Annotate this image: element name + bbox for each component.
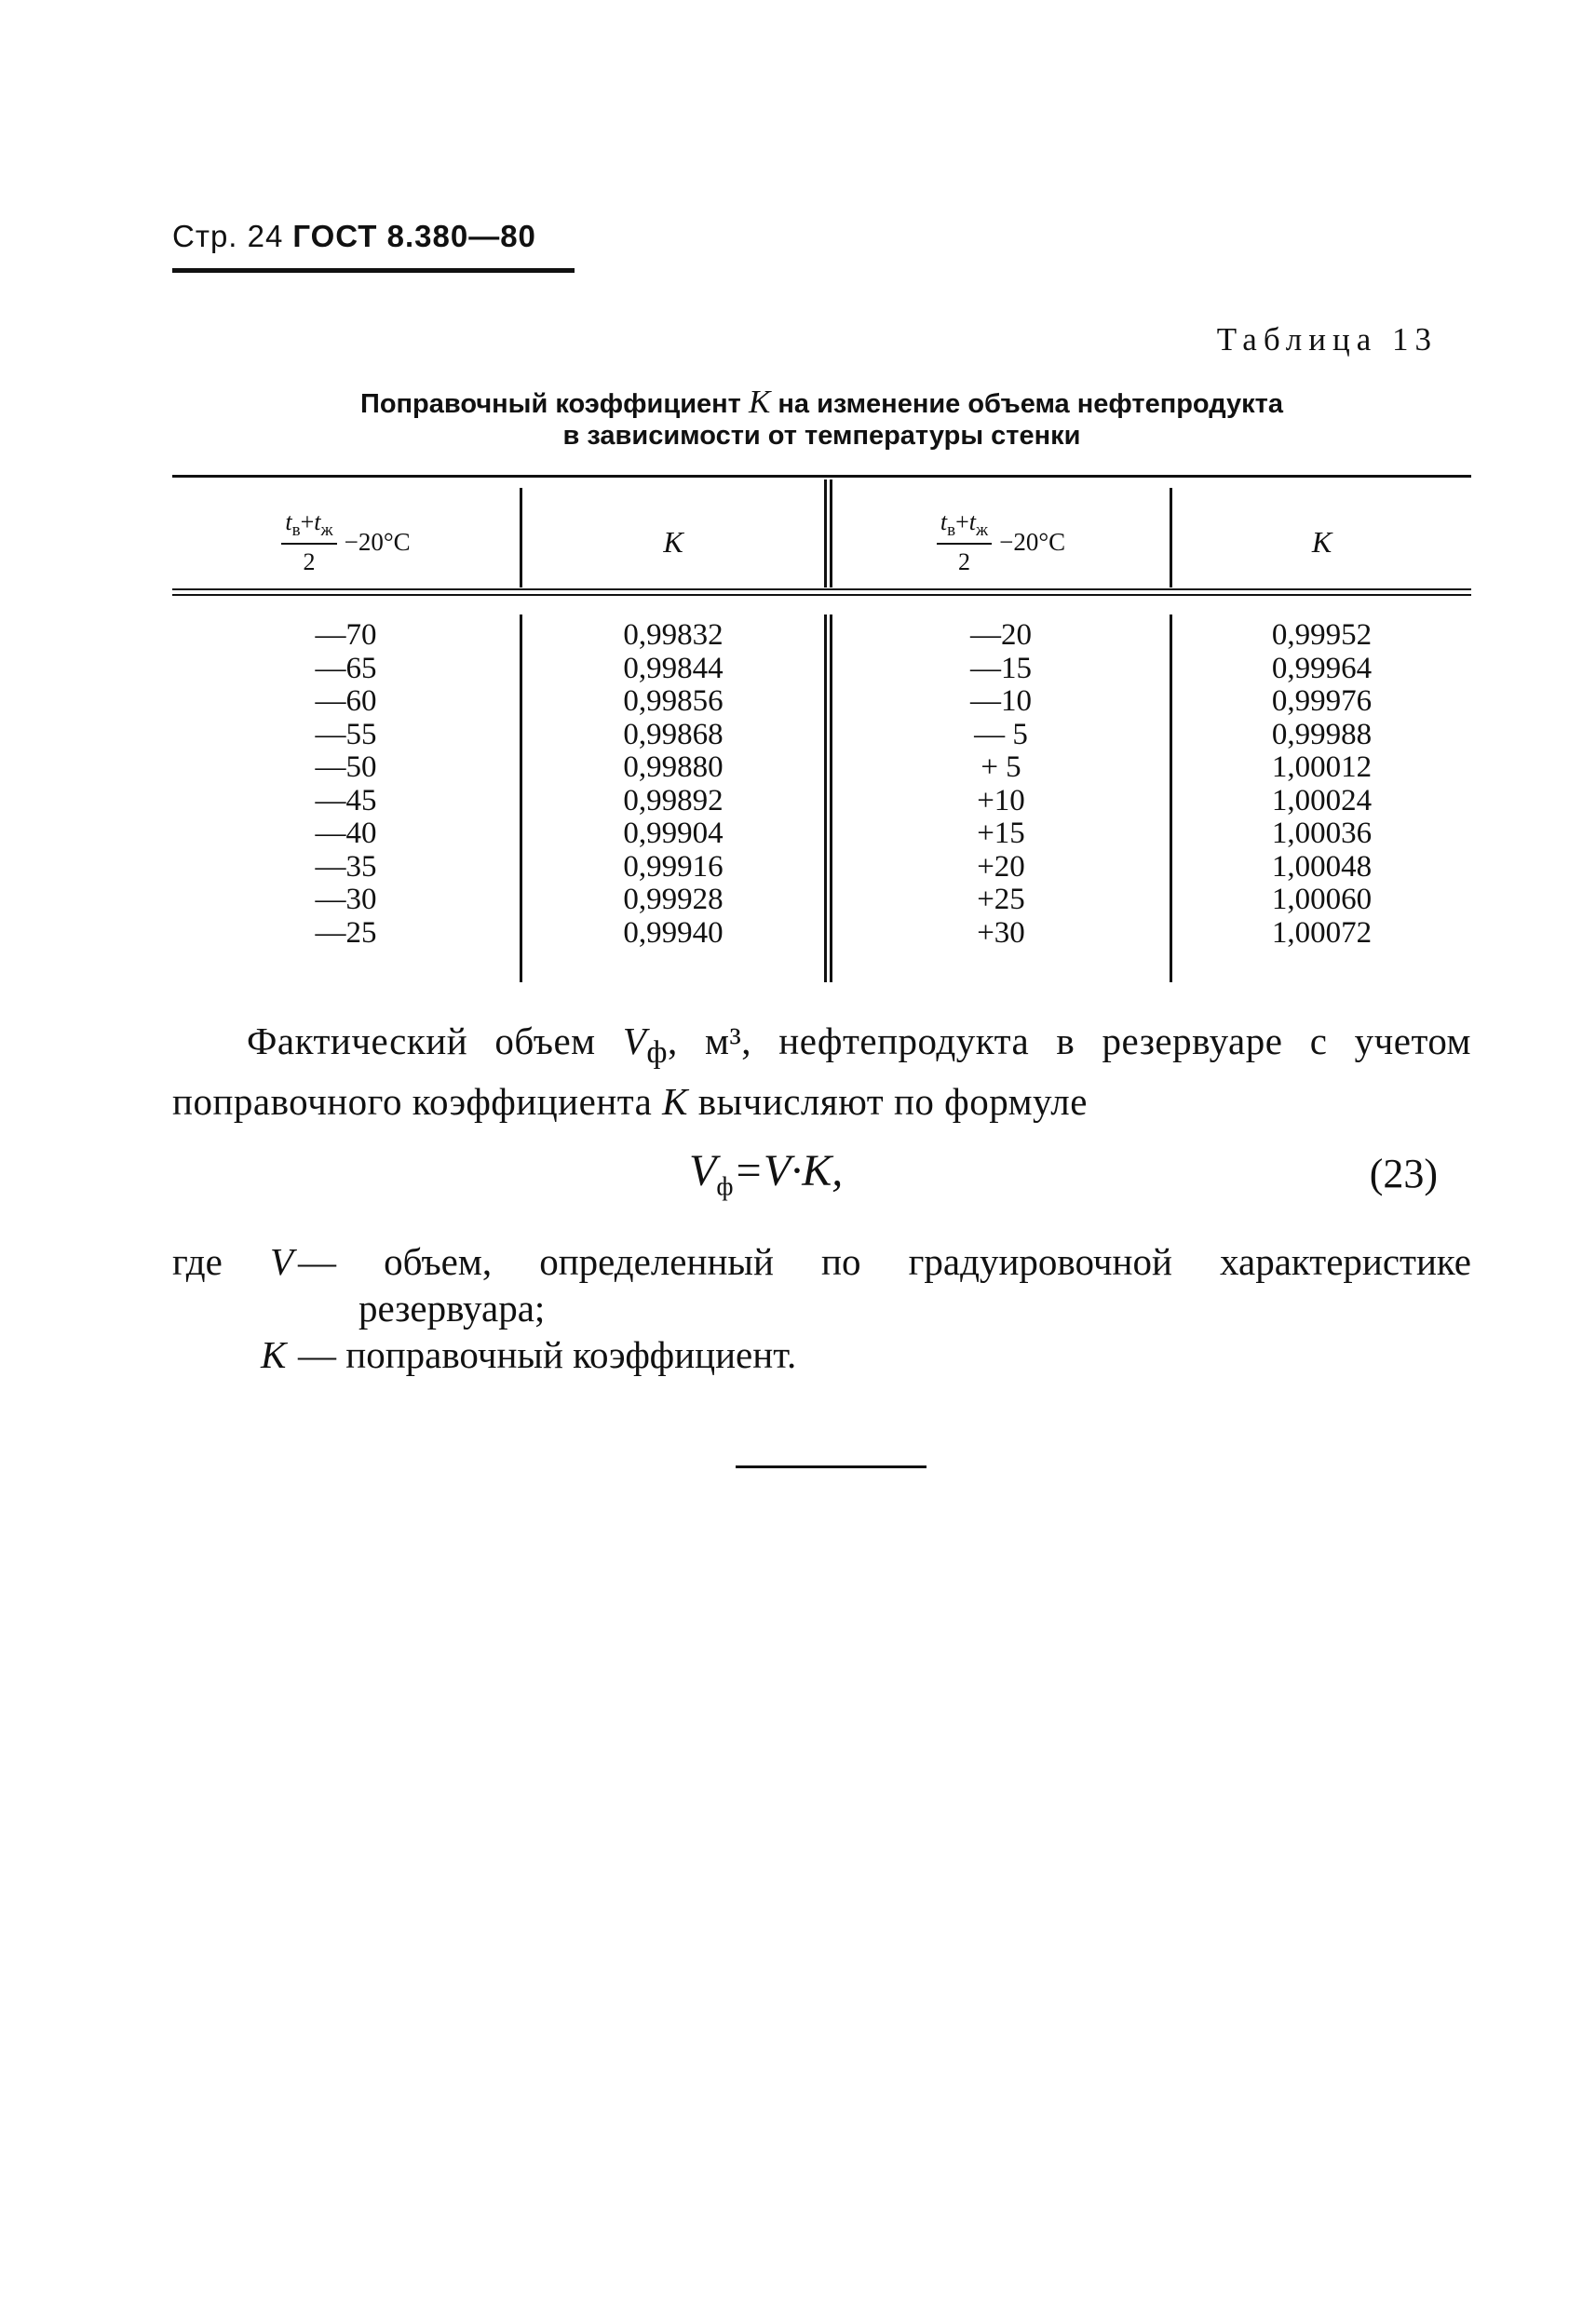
page-number: Стр. 24 [172, 219, 284, 253]
table-label: Таблица 13 [1216, 321, 1438, 358]
table-cell: 0,99892 [623, 783, 724, 817]
table-cell: 0,99880 [623, 750, 724, 784]
standard-designation: ГОСТ 8.380—80 [292, 219, 536, 253]
where-clause [172, 1238, 1471, 1378]
table-caption [172, 386, 1471, 452]
table-cell: 0,99916 [623, 849, 724, 884]
table-cell: +15 [977, 817, 1025, 850]
table-cell: —40 [315, 817, 377, 850]
table-cell: +20 [977, 849, 1025, 884]
table-cell: 0,99976 [1271, 684, 1373, 718]
table-cell: 1,00072 [1271, 915, 1373, 950]
table-cell: 0,99952 [1271, 618, 1373, 652]
table-cell: + 5 [981, 750, 1021, 784]
table-cell: —65 [315, 651, 377, 685]
header-k-left: K [663, 525, 683, 559]
temperature-fraction: $\frac{t_в+t_ж}{2}$ [937, 508, 992, 576]
header-k-right: K [1311, 525, 1332, 559]
table-cell: 0,99940 [623, 915, 724, 950]
temperature-fraction: $\frac{t_в+t_ж}{2}$ [281, 508, 336, 576]
table-cell: 0,99856 [623, 684, 724, 718]
table-cell: —70 [315, 618, 377, 652]
left-k-column [522, 619, 824, 950]
header-rule-1 [172, 588, 1471, 590]
header-temp-right: $\frac{t_в+t_ж}{2}$ −20°C [832, 498, 1170, 587]
table-cell: 0,99832 [623, 618, 724, 652]
where-v-row: где V — объем, определенный по градуировочной характеристике [172, 1240, 1471, 1283]
divider-2a-top [824, 479, 827, 587]
table-cell: 0,99844 [623, 651, 724, 685]
page-header [172, 219, 536, 254]
table-cell: +10 [977, 783, 1025, 817]
table-cell: 0,99988 [1271, 717, 1373, 751]
correction-table [172, 475, 1471, 982]
table-cell: 1,00036 [1271, 817, 1373, 850]
table-cell: —55 [315, 717, 377, 751]
table-cell: 0,99928 [623, 883, 724, 916]
divider-2a-body [824, 614, 827, 982]
table-cell: 1,00012 [1271, 750, 1373, 784]
table-cell: 0,99868 [623, 717, 724, 751]
table-cell: —25 [315, 915, 377, 950]
table-cell: 0,99964 [1271, 651, 1373, 685]
table-cell: 1,00024 [1271, 783, 1373, 817]
table-cell: —60 [315, 684, 377, 718]
header-rule-2 [172, 594, 1471, 596]
table-cell: +25 [977, 883, 1025, 916]
end-rule [736, 1465, 926, 1468]
caption-line-2: в зависимости от температуры стенки [562, 421, 1081, 451]
table-top-rule [172, 475, 1471, 478]
table-cell: —10 [970, 684, 1032, 718]
table-cell: —30 [315, 883, 377, 916]
header-temp-left: $\frac{t_в+t_ж}{2}$ −20°C [172, 498, 520, 587]
table-cell: 1,00060 [1271, 883, 1373, 916]
table-cell: +30 [977, 915, 1025, 950]
formula-number: (23) [1369, 1151, 1438, 1196]
formula: $V_ф=V\cdot K$, [689, 1146, 844, 1202]
where-k-row: K — поправочный коэффициент. [261, 1333, 797, 1376]
table-cell: —50 [315, 750, 377, 784]
table-cell: — 5 [974, 717, 1028, 751]
table-cell: —15 [970, 651, 1032, 685]
table-cell: —35 [315, 849, 377, 884]
table-cell: 1,00048 [1271, 849, 1373, 884]
caption-line-1: Поправочный коэффициент K на изменение объема нефтепродукта [359, 384, 1284, 420]
right-k-column [1172, 619, 1471, 950]
left-temp-column [172, 619, 520, 950]
right-temp-column [832, 619, 1170, 950]
table-cell: —45 [315, 783, 377, 817]
where-v-row-cont: резервуара; [358, 1287, 546, 1330]
table-cell: —20 [970, 618, 1032, 652]
body-paragraph: Фактический объем $V_ф$, м³, нефтепродукта в резервуаре с учетом поправочного коэффициента K вычисляют по формуле [172, 1019, 1471, 1124]
header-rule [172, 268, 575, 273]
table-cell: 0,99904 [623, 817, 724, 850]
